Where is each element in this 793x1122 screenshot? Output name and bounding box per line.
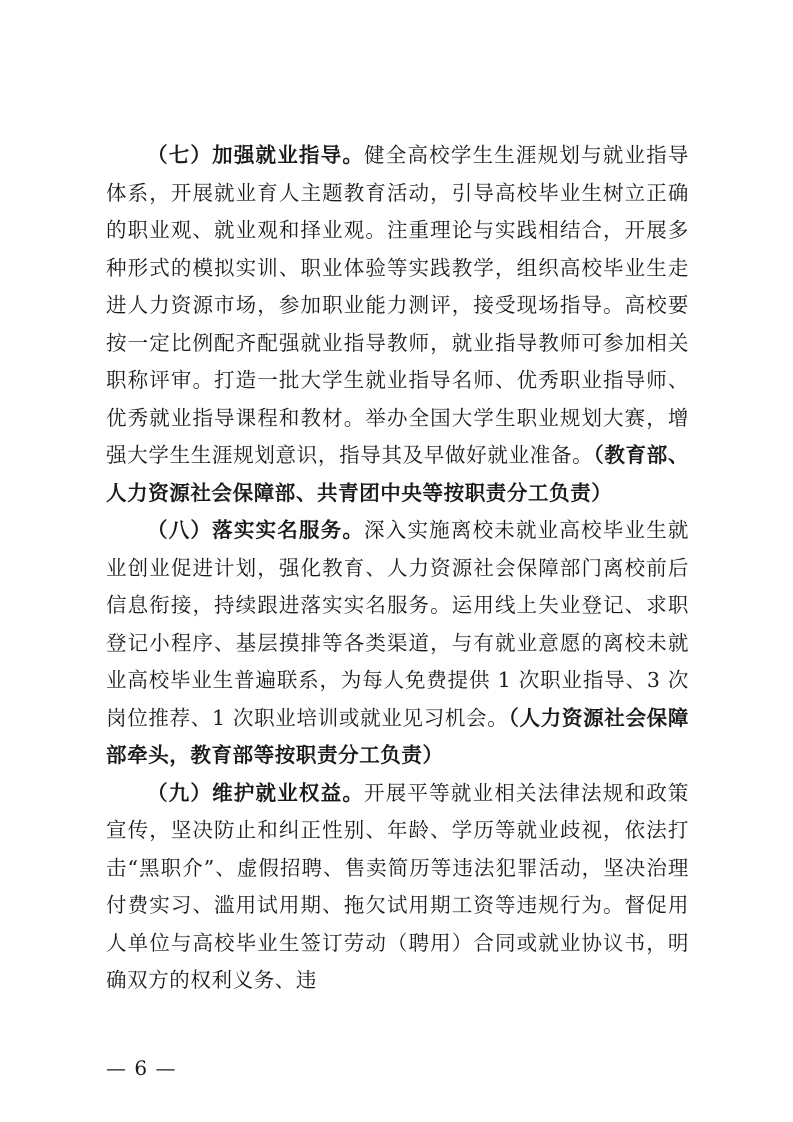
page-number: — 6 —: [106, 1056, 177, 1080]
paragraph-9-body: 开展平等就业相关法律法规和政策宣传，坚决防止和纠正性别、年龄、学历等就业歧视，依法打击“黑职介”、虚假招聘、售卖简历等违法犯罪活动，坚决治理付费实习、滥用试用期、拖欠试用期工资等违规行为。督促用人单位与高校毕业生签订劳动（聘用）合同或就业协议书，明确双方的权利义务、违: [106, 780, 690, 992]
paragraph-8-heading: （八）落实实名服务。: [147, 518, 365, 542]
paragraph-7-responsibility: （教育部、人力资源社会保障部、共青团中央等按职责分工负责）: [106, 443, 689, 505]
paragraph-7: [106, 137, 689, 512]
paragraph-8-body: 深入实施离校未就业高校毕业生就业创业促进计划，强化教育、人力资源社会保障部门离校前后信息衔接，持续跟进落实实名服务。运用线上失业登记、求职登记小程序、基层摸排等各类渠道，与有就业意愿的离校未就业高校毕业生普遍联系，为每人免费提供 1 次职业指导、3 次岗位推荐、1 次职业培训或就业见习机会。: [106, 518, 690, 730]
document-body: [106, 137, 689, 1000]
paragraph-9: [106, 775, 689, 1000]
paragraph-8: [106, 512, 689, 775]
paragraph-7-body: 健全高校学生生涯规划与就业指导体系，开展就业育人主题教育活动，引导高校毕业生树立正确的职业观、就业观和择业观。注重理论与实践相结合，开展多种形式的模拟实训、职业体验等实践教学，组织高校毕业生走进人力资源市场，参加职业能力测评，接受现场指导。高校要按一定比例配齐配强就业指导教师，就业指导教师可参加相关职称评审。打造一批大学生就业指导名师、优秀职业指导师、优秀就业指导课程和教材。举办全国大学生职业规划大赛，增强大学生生涯规划意识，指导其及早做好就业准备。: [106, 143, 690, 467]
paragraph-7-heading: （七）加强就业指导。: [147, 143, 365, 167]
paragraph-8-responsibility: （人力资源社会保障部牵头，教育部等按职责分工负责）: [106, 705, 689, 767]
paragraph-9-heading: （九）维护就业权益。: [147, 780, 365, 805]
